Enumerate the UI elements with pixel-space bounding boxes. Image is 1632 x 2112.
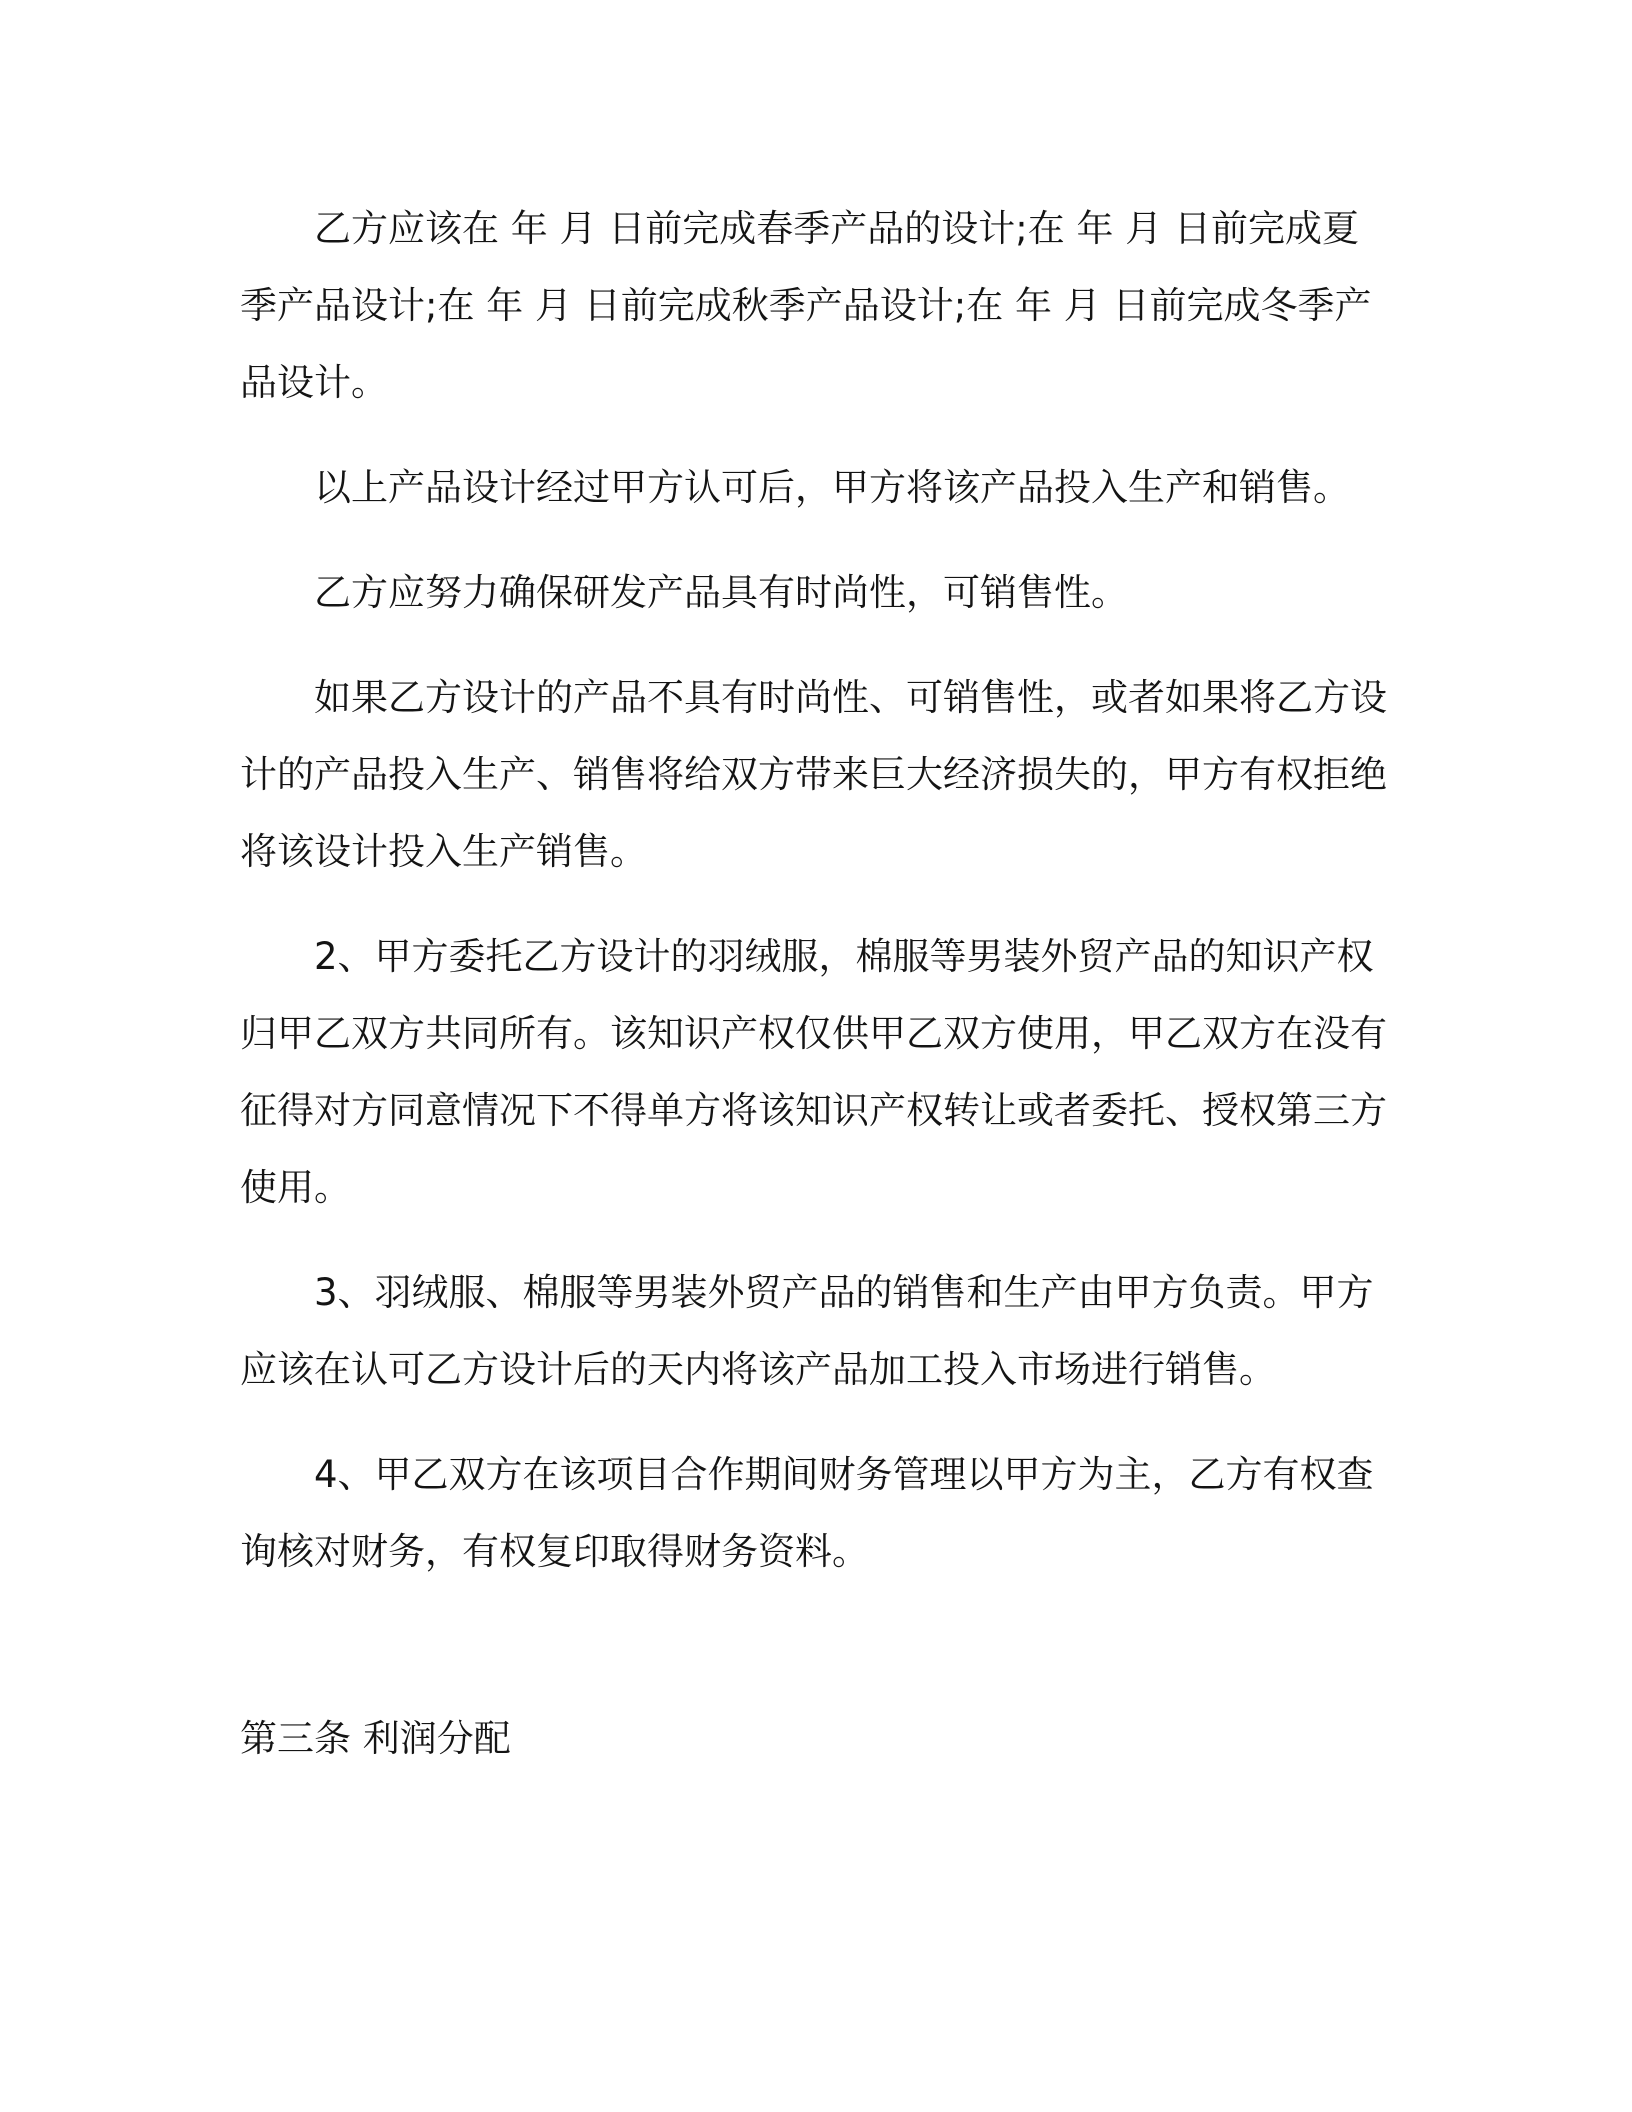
- paragraph-intellectual-property: 2、甲方委托乙方设计的羽绒服，棉服等男装外贸产品的知识产权归甲乙双方共同所有。该知识产权仅供甲乙双方使用，甲乙双方在没有征得对方同意情况下不得单方将该知识产权转让或者委托、授权第三方使用。: [240, 935, 1387, 1209]
- document-body: [240, 190, 1390, 1618]
- paragraph-fashion-requirement: 乙方应努力确保研发产品具有时尚性，可销售性。: [314, 571, 1128, 614]
- paragraph-financial-management: 4、甲乙双方在该项目合作期间财务管理以甲方为主，乙方有权查询核对财务，有权复印取得财务资料。: [240, 1453, 1374, 1573]
- paragraph-design-schedule: 乙方应该在 年 月 日前完成春季产品的设计;在 年 月 日前完成夏季产品设计;在 年 月 日前完成秋季产品设计;在 年 月 日前完成冬季产品设计。: [240, 207, 1372, 404]
- section-heading: 第三条 利润分配: [240, 1717, 511, 1760]
- paragraph-rejection-right: 如果乙方设计的产品不具有时尚性、可销售性，或者如果将乙方设计的产品投入生产、销售将给双方带来巨大经济损失的，甲方有权拒绝将该设计投入生产销售。: [240, 676, 1387, 873]
- paragraph-approval: 以上产品设计经过甲方认可后，甲方将该产品投入生产和销售。: [314, 466, 1350, 509]
- paragraph-production-sales: 3、羽绒服、棉服等男装外贸产品的销售和生产由甲方负责。甲方应该在认可乙方设计后的天内将该产品加工投入市场进行销售。: [240, 1271, 1374, 1391]
